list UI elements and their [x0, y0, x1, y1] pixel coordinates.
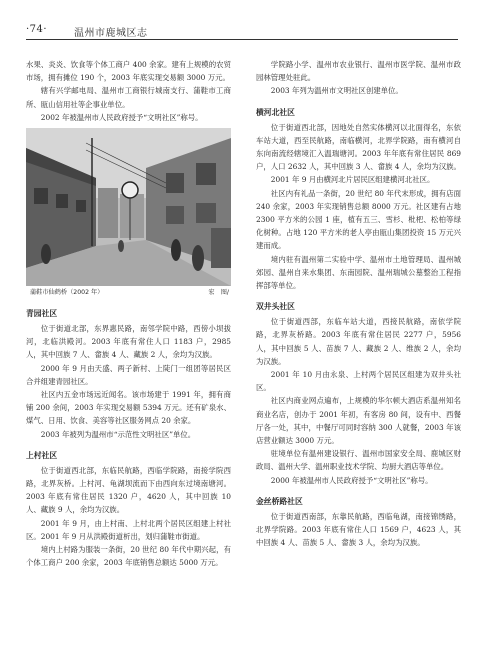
header-rule	[26, 39, 458, 40]
caption-credit: 宏 图/	[208, 289, 229, 297]
section-title: 双井头社区	[256, 302, 295, 312]
page-number: ·74·	[26, 24, 48, 35]
paragraph: 位于街道西部，东临车站大道，西接民航路，南依学院路，北界灰桥路。2003 年底有常住居民 2277 户，5956 人，其中回族 5 人、苗族 7 人、藏族 2 人、维族 2 人，余均为汉族。	[256, 317, 461, 366]
section-title: 上村社区	[26, 450, 58, 460]
left-column	[26, 58, 231, 569]
photo-caption	[26, 288, 231, 299]
paragraph: 位于街道北部，东界惠民路，南邻学院中路，西傍小坝拔河，北临洪殿河。2003 年底有常住人口 1183 户，2985 人，其中回族 7 人、畲族 4 人、藏族 2 人，余均为汉族。	[26, 324, 231, 360]
street-photo	[26, 128, 231, 286]
paragraph: 辖有兴学邮电局、温州市工商银行城南支行、蒲鞋市工商所、瓯山信用社等企事业单位。	[26, 86, 231, 109]
paragraph: 位于街道西北部，因地处自然实体横河以北面得名，东依车站大道，西至民航路，南临横河，北界学院路，南有横河自东向南流经辖境汇入温瑞塘河。2003 年年底有常住居民 869 户，人口 2632 人，其中回族 3 人、畲族 4 人，余均为汉族。	[256, 122, 461, 172]
paragraph: 2000 年 9 月由天盛、两子新村、上陡门一组团等居民区合并组建青园社区。	[26, 363, 231, 386]
section-title: 金丝桥路社区	[256, 496, 303, 506]
paragraph: 社区内五金市场远近闻名。该市场建于 1991 年，拥有商铺 200 余间，2003 年实现交易额 5394 万元。还有矿泉水、煤气、日用、饮食、美容等社区服务网点 20 余家。	[26, 390, 231, 426]
paragraph: 社区内商业网点遍布，上规模的华尔顿大酒店系温州知名商业名店，创办于 2001 年初，有客房 80 间，设有中、西餐厅各一处，其中，中餐厅可同时容纳 300 人就餐，2003 年该店营业额达 3000 万元。	[256, 396, 461, 446]
paragraph: 水果、炎炎、饮食等个体工商户 400 余家。建有上规模的农贸市场，拥有摊位 190 个，2003 年底实现交易额 3000 万元。	[26, 60, 231, 83]
paragraph: 2001 年 10 月由永泉、上村两个居民区组建为双井头社区。	[256, 370, 461, 393]
paragraph: 社区内有礼品一条街，20 世纪 80 年代末形成，拥有店面 240 余家，2003 年实现销售总额 8000 万元。社区建有占地 2300 平方米的公园 1 座，植有五三、雪杉、枇杷、松柏等绿化树种。占地 120 平方米的老人亭由瓯山集团投资 15 万元兴建而成。	[256, 188, 461, 251]
paragraph: 2003 年列为温州市文明社区创建单位。	[270, 86, 403, 96]
paragraph: 位于街道西北部，东临民航路，西临学院路，南接学院西路，北界灰桥。上村河、龟湖坝流而下由西向东过境南塘河。2003 年底有常住居民 1320 户，4620 人，其中回族 10 人、藏族 9 人，余均为汉族。	[26, 465, 231, 515]
section-title: 青园社区	[26, 309, 58, 319]
book-title: 温州市鹿城区志	[74, 28, 148, 39]
paragraph: 境内上村路为服装一条街，20 世纪 80 年代中期兴起，有个体工商户 200 余家，2003 年底销售总额达 5000 万元。	[26, 545, 231, 568]
paragraph: 2000 年被温州市人民政府授予“文明社区”称号。	[270, 475, 433, 485]
paragraph: 境内驻有温州第二实验中学、温州市土地管理局、温州城郊园、温州自来水集团、东南园院、温州瑞城公墓整治工程指挥部等单位。	[256, 254, 461, 291]
paragraph: 2002 年被温州市人民政府授予“文明社区”称号。	[40, 112, 203, 122]
right-column	[256, 58, 461, 550]
paragraph: 学院路小学、温州市农业银行、温州市医学院、温州市政园林管理处驻此。	[256, 60, 461, 83]
paragraph: 2001 年 9 月，由上村南、上村北两个居民区组建上村社区。2001 年 9 月从洪殿街道析出，划归蒲鞋市街道。	[26, 518, 231, 541]
section-title: 横河北社区	[256, 107, 295, 117]
paragraph: 2001 年 9 月由横河北片居民区组建横河北社区。	[270, 175, 435, 185]
paragraph: 位于街道西南部，东靠民航路，西临龟湖，南接锦绣路，北界学院路。2003 年底有常住人口 1569 户，4623 人，其中回族 4 人、苗族 5 人、畲族 3 人，余均为汉族。	[256, 511, 461, 548]
paragraph: 驻境单位有温州建设银行、温州市国家安全局、鹿城区财政局、温州大学、温州职业技术学院、均厨大酒店等单位。	[256, 449, 461, 472]
caption-text: 蒲鞋市仙鹤桥（2002 年）	[30, 289, 104, 297]
page-header	[26, 22, 458, 40]
paragraph: 2003 年被列为温州市“示范性文明社区”单位。	[40, 429, 196, 439]
